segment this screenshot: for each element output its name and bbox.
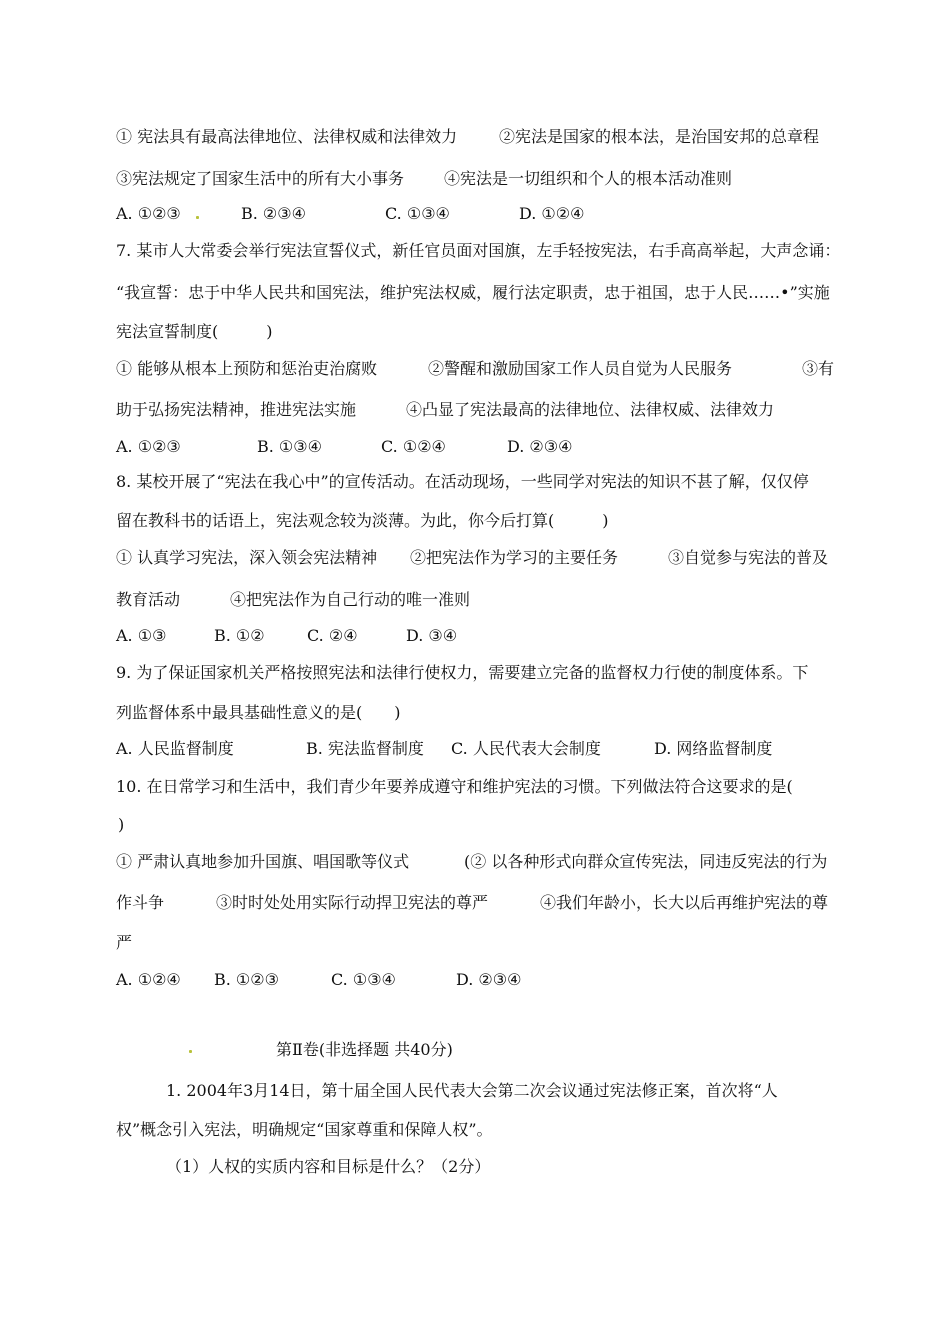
part2-q1-line-1: 1. 2004年3月14日，第十届全国人民代表大会第二次会议通过宪法修正案，首次将“人 bbox=[166, 1081, 778, 1100]
q7-stem-line-2: “我宣誓：忠于中华人民共和国宪法，维护宪法权威，履行法定职责，忠于祖国，忠于人民……•”实施 bbox=[116, 283, 830, 302]
q10-choice-d: D. ②③④ bbox=[456, 970, 522, 989]
q7-option-3-start: ③有 bbox=[802, 359, 835, 378]
q10-option-1: ① 严肃认真地参加升国旗、唱国歌等仪式 bbox=[116, 852, 410, 871]
q8-stem-line-1: 8. 某校开展了“宪法在我心中”的宣传活动。在活动现场，一些同学对宪法的知识不甚了解，仅仅停 bbox=[116, 472, 809, 491]
q10-choice-c: C. ①③④ bbox=[331, 970, 396, 989]
part2-heading: 第Ⅱ卷(非选择题 共40分) bbox=[276, 1040, 453, 1059]
q9-choice-c: C. 人民代表大会制度 bbox=[451, 739, 601, 758]
speck-mark bbox=[189, 1050, 192, 1053]
q6-choice-a: A. ①②③ bbox=[116, 204, 181, 223]
q10-option-2-start: (② 以各种形式向群众宣传宪法，同违反宪法的行为 bbox=[464, 852, 828, 871]
q7-choice-d: D. ②③④ bbox=[507, 437, 573, 456]
q8-choice-d: D. ③④ bbox=[406, 626, 458, 645]
q6-choice-d: D. ①②④ bbox=[519, 204, 585, 223]
q8-choice-b: B. ①② bbox=[214, 626, 265, 645]
q6-choice-b: B. ②③④ bbox=[241, 204, 306, 223]
q10-option-3: ③时时处处用实际行动捍卫宪法的尊严 bbox=[216, 893, 489, 912]
q6-option-2: ②宪法是国家的根本法，是治国安邦的总章程 bbox=[499, 127, 820, 146]
q10-choice-a: A. ①②④ bbox=[116, 970, 181, 989]
q6-choice-c: C. ①③④ bbox=[385, 204, 450, 223]
q10-option-2-end: 作斗争 bbox=[116, 893, 165, 912]
q7-choice-c: C. ①②④ bbox=[381, 437, 446, 456]
q9-choice-d: D. 网络监督制度 bbox=[654, 739, 773, 758]
q9-stem-line-2: 列监督体系中最具基础性意义的是( ) bbox=[116, 703, 401, 722]
q8-choice-a: A. ①③ bbox=[116, 626, 167, 645]
q7-option-4: ④凸显了宪法最高的法律地位、法律权威、法律效力 bbox=[406, 400, 775, 419]
q9-stem-line-1: 9. 为了保证国家机关严格按照宪法和法律行使权力，需要建立完备的监督权力行使的制度体系。下 bbox=[116, 663, 809, 682]
q7-option-3-end: 助于弘扬宪法精神，推进宪法实施 bbox=[116, 400, 357, 419]
q8-option-2: ②把宪法作为学习的主要任务 bbox=[410, 548, 619, 567]
part2-q1-line-2: 权”概念引入宪法，明确规定“国家尊重和保障人权”。 bbox=[116, 1120, 493, 1139]
q6-option-3: ③宪法规定了国家生活中的所有大小事务 bbox=[116, 169, 405, 188]
q8-choice-c: C. ②④ bbox=[307, 626, 358, 645]
q7-stem-line-3: 宪法宣誓制度( ) bbox=[116, 322, 273, 341]
q9-choice-b: B. 宪法监督制度 bbox=[306, 739, 424, 758]
q9-choice-a: A. 人民监督制度 bbox=[116, 739, 234, 758]
q6-option-4: ④宪法是一切组织和个人的根本活动准则 bbox=[444, 169, 733, 188]
q8-stem-line-2: 留在教科书的话语上，宪法观念较为淡薄。为此，你今后打算( ) bbox=[116, 511, 609, 530]
q7-option-2: ②警醒和激励国家工作人员自觉为人民服务 bbox=[428, 359, 733, 378]
q7-option-1: ① 能够从根本上预防和惩治吏治腐败 bbox=[116, 359, 378, 378]
q10-stem-line-1: 10. 在日常学习和生活中，我们青少年要养成遵守和维护宪法的习惯。下列做法符合这要求的是( bbox=[116, 777, 793, 796]
q7-choice-b: B. ①③④ bbox=[257, 437, 322, 456]
q10-option-4-start: ④我们年龄小，长大以后再维护宪法的尊 bbox=[540, 893, 829, 912]
q10-stem-line-2: ) bbox=[118, 815, 125, 834]
q10-option-4-end: 严 bbox=[116, 933, 133, 952]
q7-choice-a: A. ①②③ bbox=[116, 437, 181, 456]
q8-option-1: ① 认真学习宪法，深入领会宪法精神 bbox=[116, 548, 378, 567]
q8-option-4: ④把宪法作为自己行动的唯一准则 bbox=[230, 590, 471, 609]
q7-stem-line-1: 7. 某市人大常委会举行宪法宣誓仪式，新任官员面对国旗，左手轻按宪法，右手高高举起，大声念诵： bbox=[116, 241, 841, 260]
q8-option-3-start: ③自觉参与宪法的普及 bbox=[668, 548, 829, 567]
q6-option-1: ① 宪法具有最高法律地位、法律权威和法律效力 bbox=[116, 127, 458, 146]
part2-q1-subquestion-1: （1）人权的实质内容和目标是什么？（2分） bbox=[166, 1157, 491, 1176]
q8-option-3-end: 教育活动 bbox=[116, 590, 181, 609]
speck-mark bbox=[196, 216, 199, 219]
q10-choice-b: B. ①②③ bbox=[214, 970, 279, 989]
